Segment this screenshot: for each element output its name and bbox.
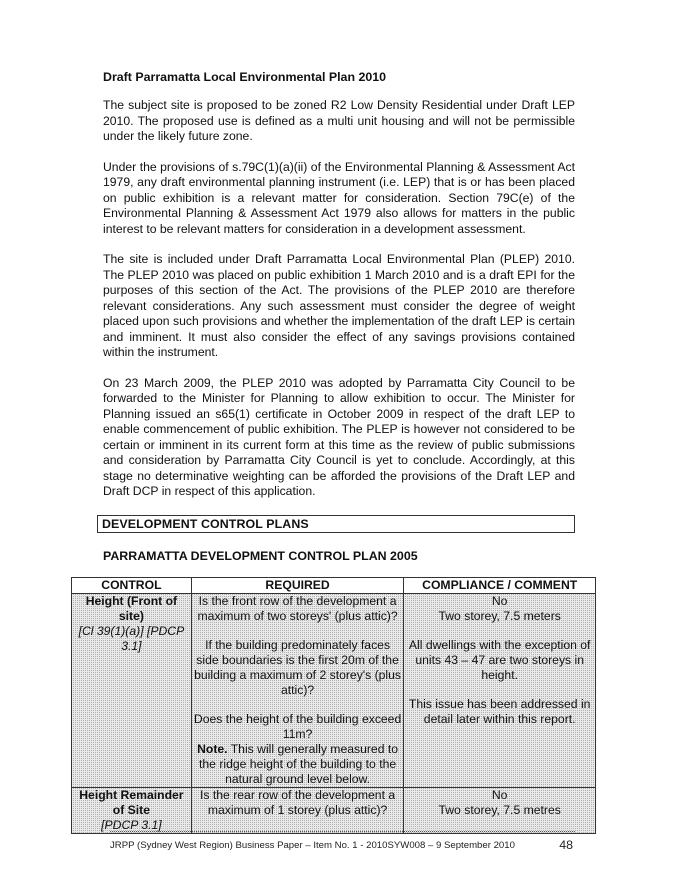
table-header-row: [72, 577, 596, 593]
control-cell: [72, 593, 192, 787]
control-ref: [Cl 39(1)(a)] [PDCP 3.1]: [78, 623, 185, 653]
control-table: [71, 577, 596, 834]
required-text: Does the height of the building exceed 11m?: [193, 711, 402, 741]
page-footer: [110, 831, 575, 851]
compliance-text: No: [491, 787, 508, 802]
compliance-cell: [404, 787, 596, 833]
control-name: Height (Front of site): [85, 593, 178, 623]
control-ref: [PDCP 3.1]: [101, 817, 162, 832]
compliance-text: No: [491, 593, 508, 608]
required-note: [194, 742, 402, 787]
header-control: CONTROL: [72, 577, 192, 593]
paragraph-zoning: The subject site is proposed to be zoned R2 Low Density Residential under Draft LEP 2010. The proposed use is defined as a multi unit housing and will not be permissible under the likely future zone.: [103, 98, 575, 143]
header-compliance: COMPLIANCE / COMMENT: [404, 577, 596, 593]
dcp-subheading: PARRAMATTA DEVELOPMENT CONTROL PLAN 2005: [103, 548, 418, 563]
boxed-heading: DEVELOPMENT CONTROL PLANS: [97, 515, 575, 533]
required-text: If the building predominately faces side boundaries is the first 20m of the building a maximum of 2 storey's (plus attic)?: [194, 637, 402, 697]
footer-text: JRPP (Sydney West Region) Business Paper – Item No. 1 - 2010SYW008 – 9 September 2010: [110, 840, 515, 851]
compliance-text: This issue has been addressed in detail later within this report.: [408, 696, 591, 726]
table-row: [72, 787, 596, 833]
table-row: [72, 593, 596, 787]
required-text: Is the front row of the development a maximum of two storeys' (plus attic)?: [197, 593, 398, 623]
compliance-text: Two storey, 7.5 meters: [438, 608, 561, 623]
control-name: Height Remainder of Site: [79, 787, 184, 817]
document-body: [78, 70, 591, 834]
note-text: This will generally measured to the ridge height of the building to the natural ground level below.: [198, 741, 399, 786]
paragraph-provisions: Under the provisions of s.79C(1)(a)(ii) of the Environmental Planning & Assessment Act 1979, any draft environmental planning instrument (i.e. LEP) that is or has been placed on public exhibition is a relevant matter for consideration. Section 79C(e) of the Environmental Planning & Assessment Act 1979 also allows for matters in the public interest to be relevant matters for consideration in a development assessment.: [103, 159, 575, 236]
paragraph-plep-adoption: On 23 March 2009, the PLEP 2010 was adopted by Parramatta City Council to be forwarded to the Minister for Planning to allow exhibition to occur. The Minister for Planning issued an s65(1) certificate in October 2009 in respect of the draft LEP to enable commencement of public exhibition. The PLEP is however not considered to be certain or imminent in its current form at this time as the review of public submissions and consideration by Parramatta City Council is yet to conclude. Accordingly, at this stage no determinative weighting can be afforded the provisions of the Draft LEP and Draft DCP in respect of this application.: [103, 375, 575, 498]
compliance-text: Two storey, 7.5 metres: [438, 802, 561, 817]
header-required: REQUIRED: [191, 577, 404, 593]
control-cell: [72, 787, 192, 833]
section-heading: Draft Parramatta Local Environmental Plan 2010: [103, 70, 387, 84]
compliance-text: All dwellings with the exception of units 43 – 47 are two storeys in height.: [408, 637, 591, 682]
required-text: Is the rear row of the development a maximum of 1 storey (plus attic)?: [200, 787, 396, 817]
required-cell: [191, 593, 404, 787]
page-number: 48: [559, 838, 573, 852]
note-label: Note.: [197, 741, 228, 756]
paragraph-plep-inclusion: The site is included under Draft Parramatta Local Environmental Plan (PLEP) 2010. The PLEP 2010 was placed on public exhibition 1 March 2010 and is a draft EPI for the purposes of this section of the Act. The provisions of the PLEP 2010 are therefore relevant considerations. Any such assessment must consider the degree of weight placed upon such provisions and whether the implementation of the draft LEP is certain and imminent. It must also consider the effect of any savings provisions contained within the instrument.: [103, 252, 575, 359]
required-cell: [191, 787, 404, 833]
compliance-cell: [404, 593, 596, 787]
